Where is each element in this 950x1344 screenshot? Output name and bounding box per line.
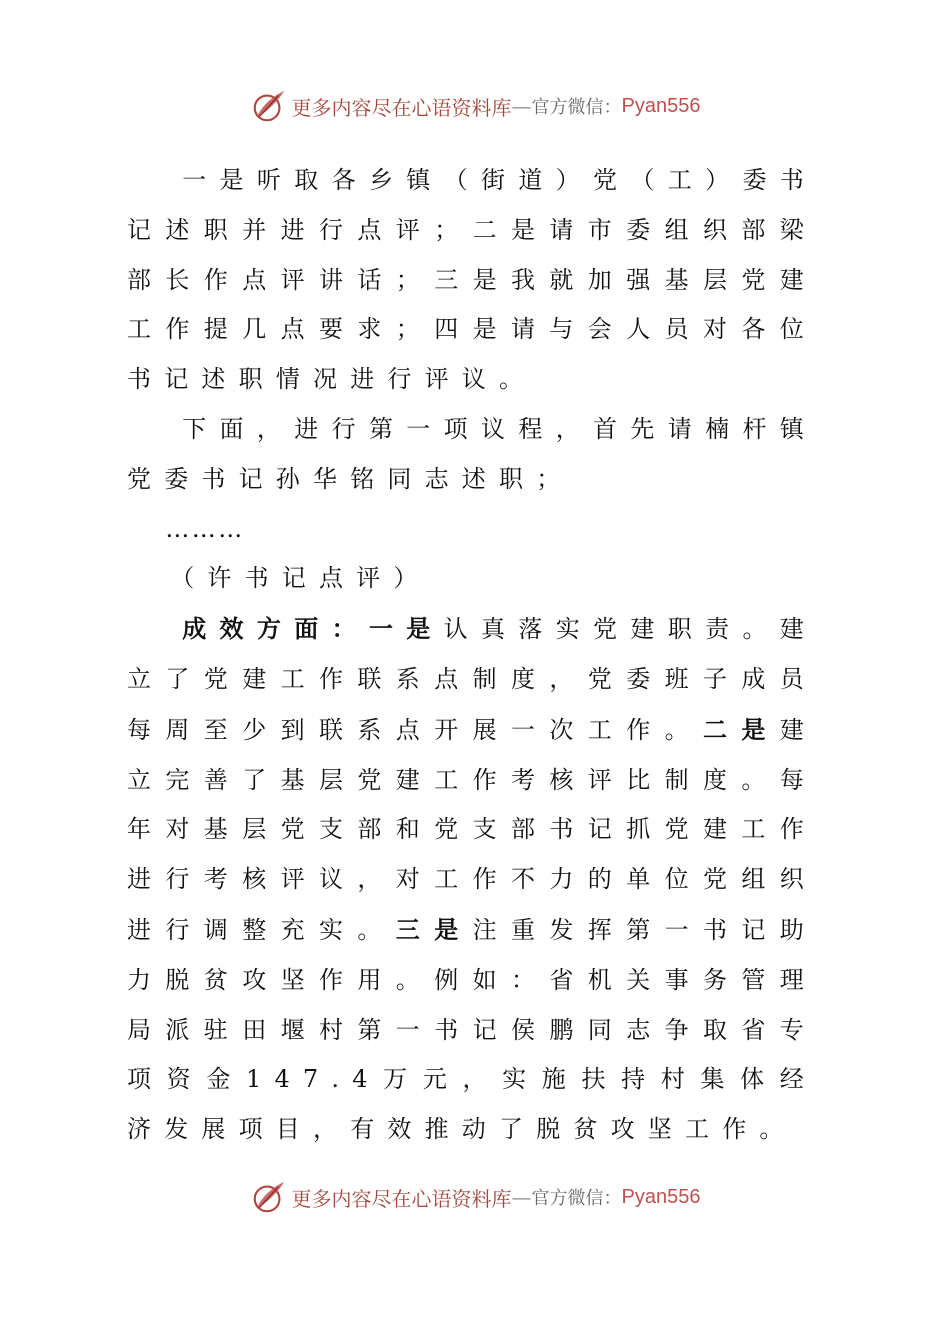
point-one-mark: 一是	[368, 614, 444, 644]
stage-note: （许书记点评）	[170, 564, 431, 593]
paragraph-achievements	[127, 604, 817, 1155]
point-two-mark: 二是	[703, 714, 780, 744]
wechat-id: Pyan556	[621, 1185, 701, 1208]
promo-text: 更多内容尽在心语资料库	[291, 1186, 512, 1211]
paragraph-agenda: 一是听取各乡镇（街道）党（工）委书记述职并进行点评；二是请市委组织部梁部长作点评讲话；三是我就加强基层党建工作提几点要求；四是请与会人员对各位书记述职情况进行评议。	[127, 166, 817, 394]
point-three-mark: 三是	[395, 914, 473, 944]
point-three-text: 注重发挥第一书记助力脱贫攻坚作用。例如：省机关事务管理局派驻田堰村第一书记侯鹏同志争取省专项资金147.4万元，实施扶持村集体经济发展项目，有效推动了脱贫攻坚工作。	[127, 915, 817, 1144]
point-two-text: 建立完善了基层党建工作考核评比制度。每年对基层党支部和党支部书记抓党建工作进行考核评议，对工作不力的单位党组织进行调整充实。	[127, 715, 818, 944]
feather-logo-icon	[250, 87, 288, 125]
feather-logo-icon	[250, 1178, 288, 1216]
wechat-label: 官方微信：	[531, 97, 622, 118]
footer-banner	[0, 1177, 950, 1217]
separator-dash: —	[511, 94, 532, 118]
point-one-text: 认真落实党建职责。建立了党建工作联系点制度，党委班子成员每周至少到联系点开展一次工作。	[127, 615, 818, 744]
wechat-label: 官方微信：	[531, 1188, 622, 1209]
wechat-id: Pyan556	[621, 94, 701, 117]
header-banner	[0, 86, 950, 126]
paragraph-first-item: 下面，进行第一项议程，首先请楠杆镇党委书记孙华铭同志述职；	[127, 414, 817, 493]
achievements-heading: 成效方面：	[182, 614, 369, 644]
ellipsis-line: ………	[165, 514, 245, 543]
document-body	[127, 156, 817, 1155]
separator-dash: —	[511, 1185, 532, 1209]
promo-text: 更多内容尽在心语资料库	[291, 95, 512, 120]
